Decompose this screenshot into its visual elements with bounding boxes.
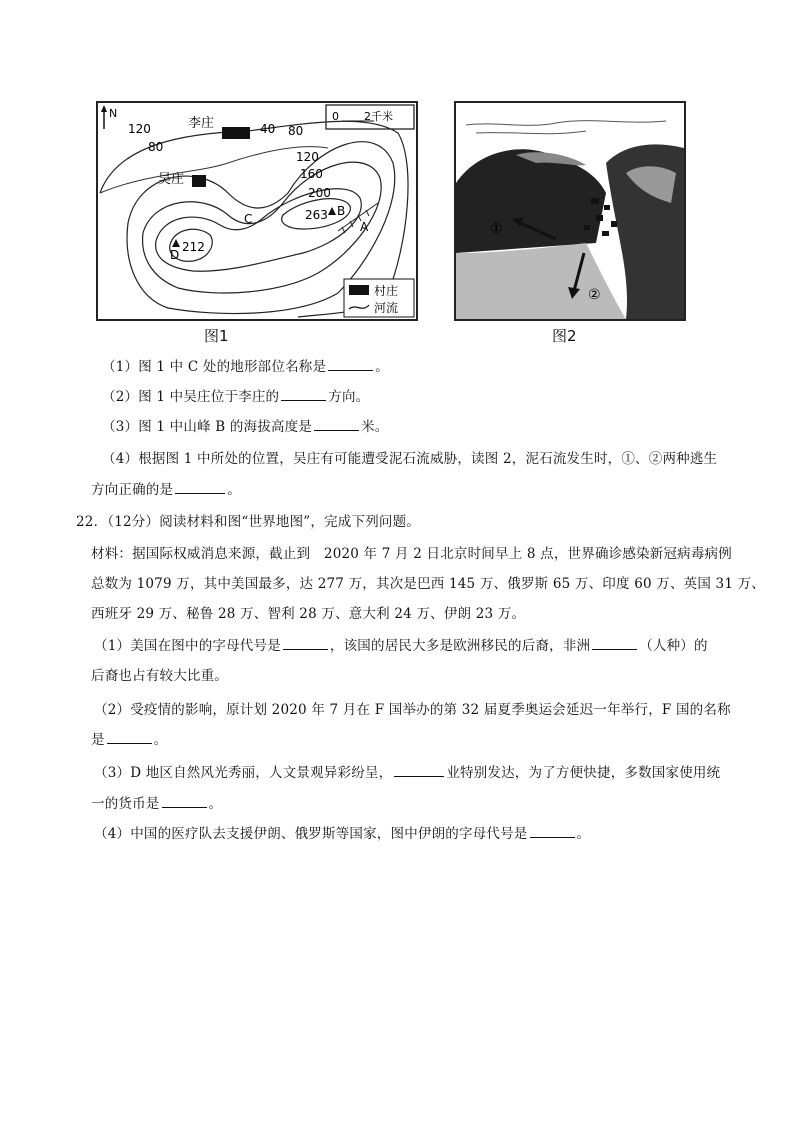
peak-b-elevation: 263 <box>305 208 328 222</box>
q21-item-3-text: （3）图 1 中山峰 B 的海拔高度是 <box>102 419 313 435</box>
q22-item-4-end: 。 <box>576 826 591 842</box>
q22-item-2-line-2 <box>91 728 167 748</box>
q22-item-4-answer-blank[interactable] <box>530 836 575 838</box>
q21-item-2-text: （2）图 1 中吴庄位于李庄的 <box>102 389 280 405</box>
q21-item-3-answer-blank[interactable] <box>314 429 359 431</box>
contour-label-120a: 120 <box>128 122 151 136</box>
figure-2-debris-flow <box>454 101 686 321</box>
q22-item-1-answer-blank-b[interactable] <box>592 648 637 650</box>
village-li-label: 李庄 <box>188 116 215 131</box>
q22-item-3-line-1 <box>94 761 720 781</box>
q22-item-3-answer-blank-b[interactable] <box>162 806 207 808</box>
village-wu-marker <box>192 175 206 187</box>
peak-d-elevation: 212 <box>182 240 205 254</box>
q22-item-3-text-end: 业特别发达，为了方便快捷，多数国家使用统 <box>446 765 721 781</box>
arrow-1-label: ① <box>490 221 503 237</box>
q21-item-3-end: 米。 <box>361 419 389 435</box>
scale-zero: 0 <box>332 110 339 123</box>
contour-label-200: 200 <box>308 186 331 200</box>
figure-2-caption: 图2 <box>552 327 577 345</box>
contour-label-160: 160 <box>300 167 323 181</box>
q21-item-2-answer-blank[interactable] <box>281 399 326 401</box>
q22-item-3-end: 。 <box>208 796 223 812</box>
peak-b-label: B <box>337 204 346 218</box>
valley-ground <box>456 243 626 319</box>
legend-village-label: 村庄 <box>374 284 399 298</box>
q22-item-1-text-mid: ，该国的居民大多是欧洲移民的后裔，非洲 <box>329 638 591 654</box>
q22-item-3-answer-blank-a[interactable] <box>394 775 444 777</box>
q22-item-3-text-2: 一的货币是 <box>91 796 160 812</box>
legend-river-label: 河流 <box>374 301 399 315</box>
q22-material-line-2: 总数为 1079 万，其中美国最多，达 277 万，其次是巴西 145 万、俄罗斯 65 万、印度 60 万、英国 31 万、 <box>91 576 766 592</box>
cloud-strokes <box>466 121 666 134</box>
figure-1-caption: 图1 <box>204 327 229 345</box>
contour-label-80a: 80 <box>148 140 164 154</box>
figure-1-contour-map <box>96 101 418 321</box>
q22-item-3-line-2 <box>91 792 222 812</box>
scale-label: 2千米 <box>364 110 393 123</box>
point-c-label: C <box>244 212 253 226</box>
q21-item-4-end: 。 <box>227 482 241 498</box>
q22-item-1-answer-blank-a[interactable] <box>283 648 328 650</box>
q21-item-2-end: 方向。 <box>328 389 370 405</box>
q21-item-1-text: （1）图 1 中 C 处的地形部位名称是 <box>102 359 327 375</box>
north-arrow-head-icon <box>101 105 107 112</box>
q21-item-1 <box>102 355 389 375</box>
q21-item-1-answer-blank[interactable] <box>328 369 373 371</box>
q22-item-4 <box>94 822 590 842</box>
river-line <box>100 147 328 193</box>
q22-title: 22．（12分）阅读材料和图“世界地图”，完成下列问题。 <box>76 514 421 530</box>
north-label: N <box>109 107 118 120</box>
arrow-2-label: ② <box>588 287 601 303</box>
peak-d-icon <box>172 239 180 247</box>
village-li-marker <box>222 127 250 139</box>
legend-village-icon <box>349 285 369 295</box>
q21-item-3 <box>102 415 388 435</box>
q22-item-1-text: （1）美国在图中的字母代号是 <box>94 638 281 654</box>
q22-item-1-text-end: （人种）的 <box>639 638 708 654</box>
q22-item-2-line-1: （2）受疫情的影响，原计划 2020 年 7 月在 F 国举办的第 32 届夏季奥运会延迟一年举行，F 国的名称 <box>94 702 731 718</box>
q21-item-4-answer-blank[interactable] <box>175 492 225 494</box>
q22-item-1-line-1 <box>94 634 708 654</box>
q21-item-4-line-1: （4）根据图 1 中所处的位置，吴庄有可能遭受泥石流威胁，读图 2，泥石流发生时，①、②两种逃生 <box>102 451 718 467</box>
q21-item-1-end: 。 <box>375 359 389 375</box>
q21-item-4-line-2 <box>91 478 241 498</box>
q21-item-4-text: 方向正确的是 <box>91 482 174 498</box>
peak-d-label: D <box>170 248 180 262</box>
contour-label-80b: 80 <box>288 124 304 138</box>
contour-label-120b: 120 <box>296 150 319 164</box>
peak-b-icon <box>328 207 336 215</box>
q22-item-4-text: （4）中国的医疗队去支援伊朗、俄罗斯等国家，图中伊朗的字母代号是 <box>94 826 528 842</box>
q22-item-2-end: 。 <box>153 732 168 748</box>
q22-item-3-text: （3）D 地区自然风光秀丽，人文景观异彩纷呈， <box>94 765 393 781</box>
village-wu-label: 吴庄 <box>158 172 185 187</box>
contour-map-drawing <box>98 103 416 319</box>
q22-material-line-1: 材料：据国际权威消息来源，截止到 2020 年 7 月 2 日北京时间早上 8 点，世界确诊感染新冠病毒病例 <box>91 546 732 562</box>
contour-label-40: 40 <box>260 122 276 136</box>
q22-material-line-3: 西班牙 29 万、秘鲁 28 万、智利 28 万、意大利 24 万、伊朗 23 万。 <box>91 606 526 622</box>
q22-item-2-text: 是 <box>91 732 105 748</box>
q22-item-2-answer-blank[interactable] <box>107 742 152 744</box>
debris-flow-drawing <box>456 103 684 319</box>
q22-item-1-line-2: 后裔也占有较大比重。 <box>91 668 228 684</box>
point-a-label: A <box>360 220 369 234</box>
q21-item-2 <box>102 385 369 405</box>
